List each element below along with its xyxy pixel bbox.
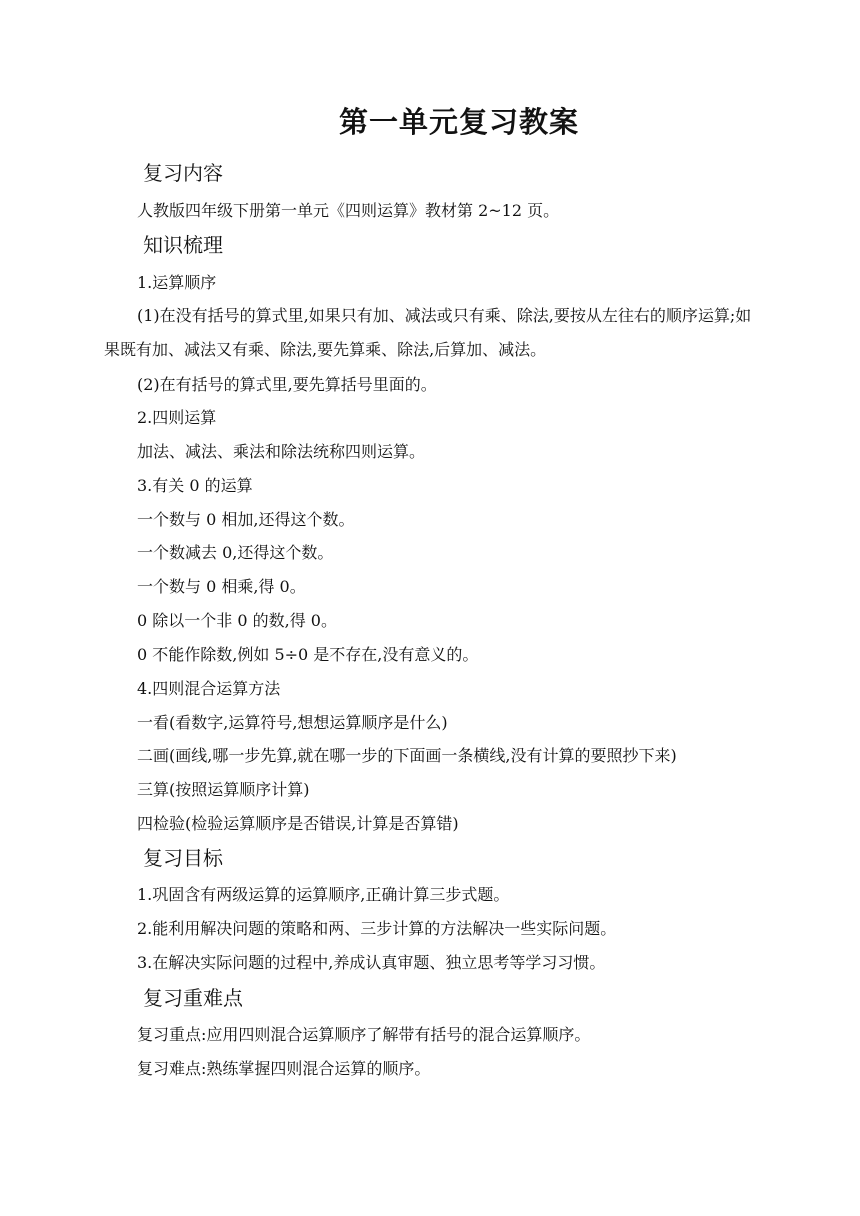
heading-key-points: 复习重难点 — [143, 986, 243, 1010]
method-step: 四检验(检验运算顺序是否错误,计算是否算错) — [137, 814, 459, 833]
section2-title: 2.四则运算 — [137, 408, 217, 427]
section1-paragraph2: (2)在有括号的算式里,要先算括号里面的。 — [137, 375, 437, 394]
page-title: 第一单元复习教案 — [338, 105, 579, 139]
review-content-text: 人教版四年级下册第一单元《四则运算》教材第 2~12 页。 — [137, 201, 560, 220]
section3-title: 3.有关 0 的运算 — [137, 476, 253, 495]
section2-paragraph: 加法、减法、乘法和除法统称四则运算。 — [137, 442, 426, 461]
method-step: 一看(看数字,运算符号,想想运算顺序是什么) — [137, 713, 448, 732]
zero-rule-line: 0 不能作除数,例如 5÷0 是不存在,没有意义的。 — [137, 645, 479, 664]
heading-knowledge: 知识梳理 — [143, 233, 223, 257]
goal-line: 2.能利用解决问题的策略和两、三步计算的方法解决一些实际问题。 — [137, 919, 617, 938]
zero-rule-line: 0 除以一个非 0 的数,得 0。 — [137, 611, 337, 630]
heading-goals: 复习目标 — [143, 846, 223, 870]
section4-title: 4.四则混合运算方法 — [137, 679, 281, 698]
section1-title: 1.运算顺序 — [137, 273, 217, 292]
goal-line: 1.巩固含有两级运算的运算顺序,正确计算三步式题。 — [137, 885, 510, 904]
heading-review-content: 复习内容 — [143, 161, 223, 185]
goal-line: 3.在解决实际问题的过程中,养成认真审题、独立思考等学习习惯。 — [137, 953, 606, 972]
zero-rule-line: 一个数减去 0,还得这个数。 — [137, 543, 334, 562]
zero-rule-line: 一个数与 0 相乘,得 0。 — [137, 577, 306, 596]
section1-paragraph1: (1)在没有括号的算式里,如果只有加、减法或只有乘、除法,要按从左往右的顺序运算;如果既有加、减法又有乘、除法,要先算乘、除法,后算加、减法。 — [104, 306, 752, 359]
zero-rule-line: 一个数与 0 相加,还得这个数。 — [137, 510, 355, 529]
method-step: 三算(按照运算顺序计算) — [137, 780, 310, 799]
method-step: 二画(画线,哪一步先算,就在哪一步的下面画一条横线,没有计算的要照抄下来) — [137, 746, 677, 765]
key-point-line: 复习难点:熟练掌握四则混合运算的顺序。 — [137, 1059, 431, 1078]
key-point-line: 复习重点:应用四则混合运算顺序了解带有括号的混合运算顺序。 — [137, 1025, 591, 1044]
